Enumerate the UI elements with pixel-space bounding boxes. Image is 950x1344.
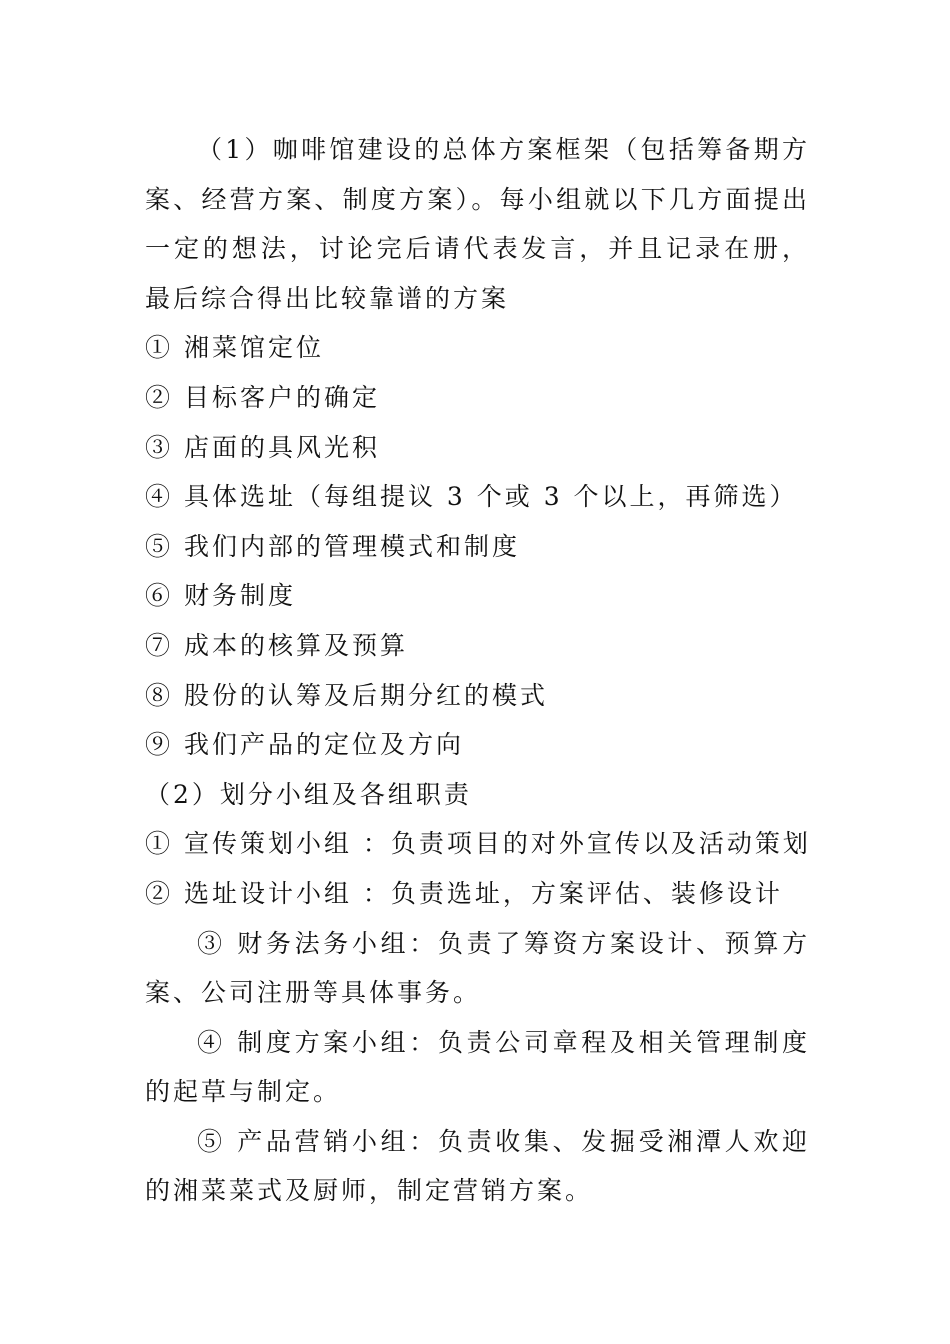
list-item: ② 目标客户的确定 <box>145 382 380 412</box>
list-item: ⑨ 我们产品的定位及方向 <box>145 730 464 760</box>
list-item: ③ 财务法务小组：负责了筹资方案设计、预算方案、公司注册等具体事务。 <box>145 928 810 1008</box>
document-body <box>145 125 810 1216</box>
section2-heading: （2）划分小组及各组职责 <box>145 779 472 809</box>
list-item: ② 选址设计小组 ：负责选址，方案评估、装修设计 <box>145 878 783 908</box>
list-item: ④ 具体选址（每组提议 3 个或 3 个以上，再筛选） <box>145 482 798 512</box>
list-item: ⑧ 股份的认筹及后期分红的模式 <box>145 680 548 710</box>
list-item: ① 湘菜馆定位 <box>145 333 324 363</box>
list-item: ⑥ 财务制度 <box>145 581 296 611</box>
list-item: ⑦ 成本的核算及预算 <box>145 630 408 660</box>
section1-intro: （1）咖啡馆建设的总体方案框架（包括筹备期方案、经营方案、制度方案）。每小组就以下几方面提出一定的想法，讨论完后请代表发言，并且记录在册，最后综合得出比较靠谱的方案 <box>145 135 810 313</box>
list-item: ⑤ 产品营销小组：负责收集、发掘受湘潭人欢迎的湘菜菜式及厨师，制定营销方案。 <box>145 1126 810 1206</box>
list-item: ④ 制度方案小组：负责公司章程及相关管理制度的起草与制定。 <box>145 1027 810 1107</box>
list-item: ③ 店面的具风光积 <box>145 432 380 462</box>
list-item: ⑤ 我们内部的管理模式和制度 <box>145 531 520 561</box>
list-item: ① 宣传策划小组 ：负责项目的对外宣传以及活动策划 <box>145 829 811 859</box>
